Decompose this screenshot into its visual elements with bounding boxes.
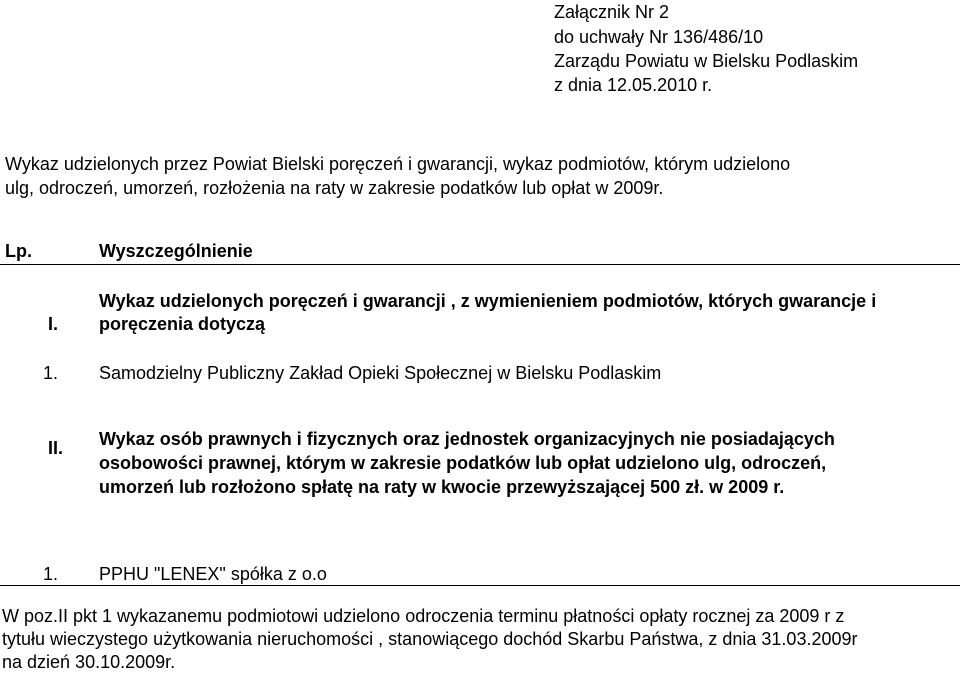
- section-1-item-number: 1.: [42, 363, 58, 383]
- section-1-text-line-1: Wykaz udzielonych poręczeń i gwarancji , z wymienieniem podmiotów, których gwarancje i: [99, 291, 877, 311]
- section-2-text-line-1: Wykaz osób prawnych i fizycznych oraz jednostek organizacyjnych nie posiadających: [99, 429, 835, 449]
- annex-line-1: Załącznik Nr 2: [554, 2, 670, 22]
- column-header-lp: Lp.: [5, 241, 32, 261]
- document-title-line-1: Wykaz udzielonych przez Powiat Bielski poręczeń i gwarancji, wykaz podmiotów, którym udzielono: [5, 154, 791, 174]
- footer-note-line-3: na dzień 30.10.2009r.: [2, 652, 176, 672]
- annex-line-4: z dnia 12.05.2010 r.: [554, 75, 713, 95]
- section-2-item-number: 1.: [42, 564, 58, 584]
- section-1-item-text: Samodzielny Publiczny Zakład Opieki Społecznej w Bielsku Podlaskim: [99, 363, 662, 383]
- header-underline: [0, 264, 960, 265]
- annex-line-3: Zarządu Powiatu w Bielsku Podlaskim: [554, 51, 859, 71]
- section-2-item-text: PPHU "LENEX" spółka z o.o: [99, 564, 327, 584]
- section-2-number: II.: [47, 438, 63, 458]
- section-1-number: I.: [47, 314, 58, 334]
- footer-note-line-1: W poz.II pkt 1 wykazanemu podmiotowi udzielono odroczenia terminu płatności opłaty rocznej za 2009 r z: [2, 606, 845, 626]
- annex-line-2: do uchwały Nr 136/486/10: [554, 27, 764, 47]
- column-header-description: Wyszczególnienie: [99, 241, 253, 261]
- section-2-text-line-2: osobowości prawnej, którym w zakresie podatków lub opłat udzielono ulg, odroczeń,: [99, 453, 827, 473]
- table-bottom-rule: [0, 585, 960, 586]
- section-2-text-line-3: umorzeń lub rozłożono spłatę na raty w kwocie przewyższającej 500 zł. w 2009 r.: [99, 477, 785, 497]
- footer-note-line-2: tytułu wieczystego użytkowania nieruchomości , stanowiącego dochód Skarbu Państwa, z dnia 31.03.2009r: [2, 629, 858, 649]
- section-1-text-line-2: poręczenia dotyczą: [99, 314, 266, 334]
- document-title-line-2: ulg, odroczeń, umorzeń, rozłożenia na raty w zakresie podatków lub opłat w 2009r.: [5, 178, 664, 198]
